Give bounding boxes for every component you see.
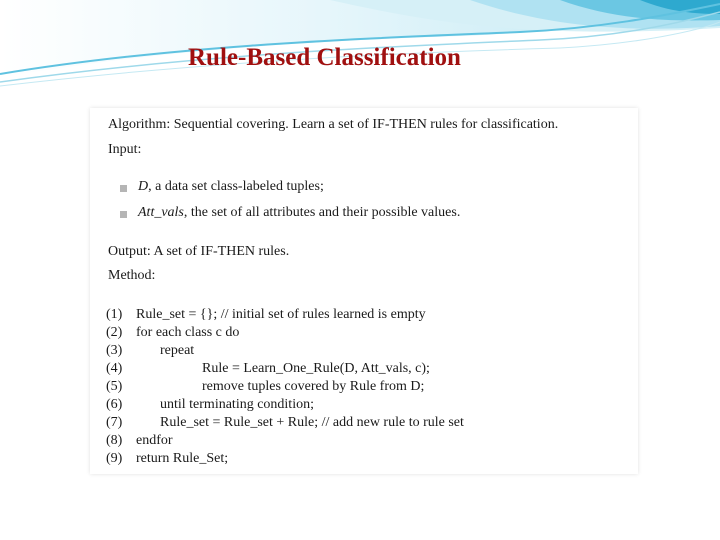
output-line: Output: A set of IF-THEN rules. — [108, 244, 290, 259]
step-text: for each class c do — [136, 325, 240, 340]
step-text: Rule_set = {}; // initial set of rules learned is empty — [136, 307, 426, 322]
method-label: Method: — [108, 268, 156, 283]
step-text: until terminating condition; — [160, 397, 314, 412]
step-number: (5) — [106, 379, 123, 394]
step-number: (3) — [106, 343, 123, 358]
input-item: Att_vals, the set of all attributes and their possible values. — [138, 205, 461, 220]
step-number: (7) — [106, 415, 123, 430]
step-text: repeat — [160, 343, 195, 358]
step-text: return Rule_Set; — [136, 451, 229, 466]
algorithm-box — [90, 108, 638, 474]
step-number: (9) — [106, 451, 123, 466]
step-number: (6) — [106, 397, 123, 412]
step-text: remove tuples covered by Rule from D; — [202, 379, 425, 394]
step-text: Rule = Learn_One_Rule(D, Att_vals, c); — [202, 361, 430, 376]
step-number: (8) — [106, 433, 123, 448]
bullet-icon — [120, 211, 127, 218]
step-text: endfor — [136, 433, 173, 448]
input-label: Input: — [108, 142, 142, 157]
step-number: (2) — [106, 325, 123, 340]
step-text: Rule_set = Rule_set + Rule; // add new rule to rule set — [160, 415, 464, 430]
input-item: D, a data set class-labeled tuples; — [138, 179, 324, 194]
step-number: (1) — [106, 307, 123, 322]
slide-title: Rule-Based Classification — [188, 44, 461, 71]
step-number: (4) — [106, 361, 123, 376]
algorithm-header: Algorithm: Sequential covering. Learn a set of IF-THEN rules for classification. — [108, 117, 559, 132]
bullet-icon — [120, 185, 127, 192]
